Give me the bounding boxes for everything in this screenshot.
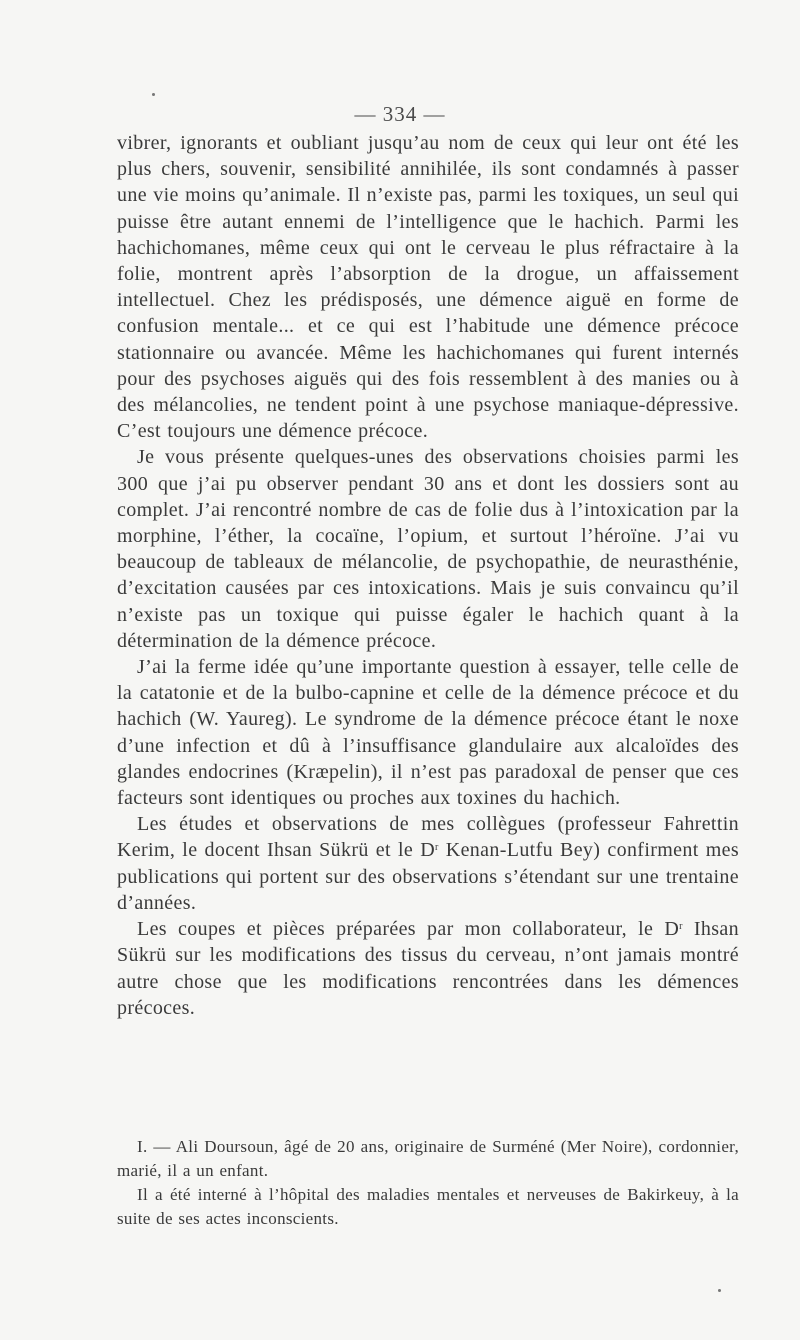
paragraph-3: J’ai la ferme idée qu’une importante question à essayer, telle celle de la catatonie et de la bulbo-capnine et celle de la démence précoce et du hachich (W. Yaureg). Le syndrome de la démence précoce étant le noxe d’une infection et dû à l’insuffisance glandulaire aux alcaloïdes des glandes endocrines (Kræpelin), il n’est pas paradoxal de penser que ces facteurs sont identiques ou proches aux toxines du hachich. xyxy=(117,656,739,810)
paper-speck xyxy=(718,1289,721,1292)
paragraph-4-start: Les études et observations de mes collègues (professeur Fahrettin Kerim, le docent Ihsan Sükrü et le D xyxy=(117,813,739,862)
paragraph-4 xyxy=(117,811,739,916)
main-text xyxy=(117,130,739,1021)
paragraph-2: Je vous présente quelques-unes des observations choisies parmi les 300 que j’ai pu observer pendant 30 ans et dont les dossiers sont au complet. J’ai rencontré nombre de cas de folie dus à l’intoxication par la morphine, l’éther, la cocaïne, l’opium, et surtout l’héroïne. J’ai vu beaucoup de tableaux de mélancolie, de psychopathie, de neurasthénie, d’excitation causées par ces intoxications. Mais je suis convaincu qu’il n’existe pas un toxique qui puisse égaler le hachich quant à la détermination de la démence précoce. xyxy=(117,446,739,652)
paragraph-5-end: Ihsan Sükrü sur les modifications des tissus du cerveau, n’ont jamais montré autre chose que les modifications rencontrées dans les démences précoces. xyxy=(117,918,739,1019)
doctor-abbrev-sup: r xyxy=(679,921,683,933)
paragraph-4-end: Kenan-Lutfu Bey) confirment mes publications qui portent sur des observations s’étendant sur une trentaine d’années. xyxy=(117,839,739,914)
paper-speck xyxy=(152,93,155,96)
paragraph-1: vibrer, ignorants et oubliant jusqu’au nom de ceux qui leur ont été les plus chers, souvenir, sensibilité annihilée, ils sont condamnés à passer une vie moins qu’animale. Il n’existe pas, parmi les toxiques, un seul qui puisse être autant ennemi de l’intelligence que le hachich. Parmi les hachichomanes, même ceux qui ont le cerveau le plus réfractaire à la folie, montrent après l’absorption de la drogue, un affaissement intellectuel. Chez les prédisposés, une démence aiguë en forme de confusion mentale... et ce qui est l’habitude une démence précoce stationnaire ou avancée. Même les hachichomanes qui furent internés pour des psychoses aiguës qui des fois ressemblent à des manies ou à des mélancolies, ne tendent point à une psychose maniaque-dépressive. C’est toujours une démence précoce. xyxy=(117,132,739,443)
doctor-abbrev-sup: r xyxy=(435,842,439,854)
case-intro: I. — Ali Doursoun, âgé de 20 ans, originaire de Surméné (Mer Noire), cordonnier, marié, il a un enfant. xyxy=(117,1137,739,1180)
paragraph-5-start: Les coupes et pièces préparées par mon collaborateur, le D xyxy=(137,918,680,941)
page-number: — 334 — xyxy=(354,102,446,126)
case-detail: Il a été interné à l’hôpital des maladies mentales et nerveuses de Bakirkeuy, à la suite de ses actes inconscients. xyxy=(117,1185,739,1228)
paragraph-5 xyxy=(117,916,739,1021)
case-observation xyxy=(117,1135,739,1231)
